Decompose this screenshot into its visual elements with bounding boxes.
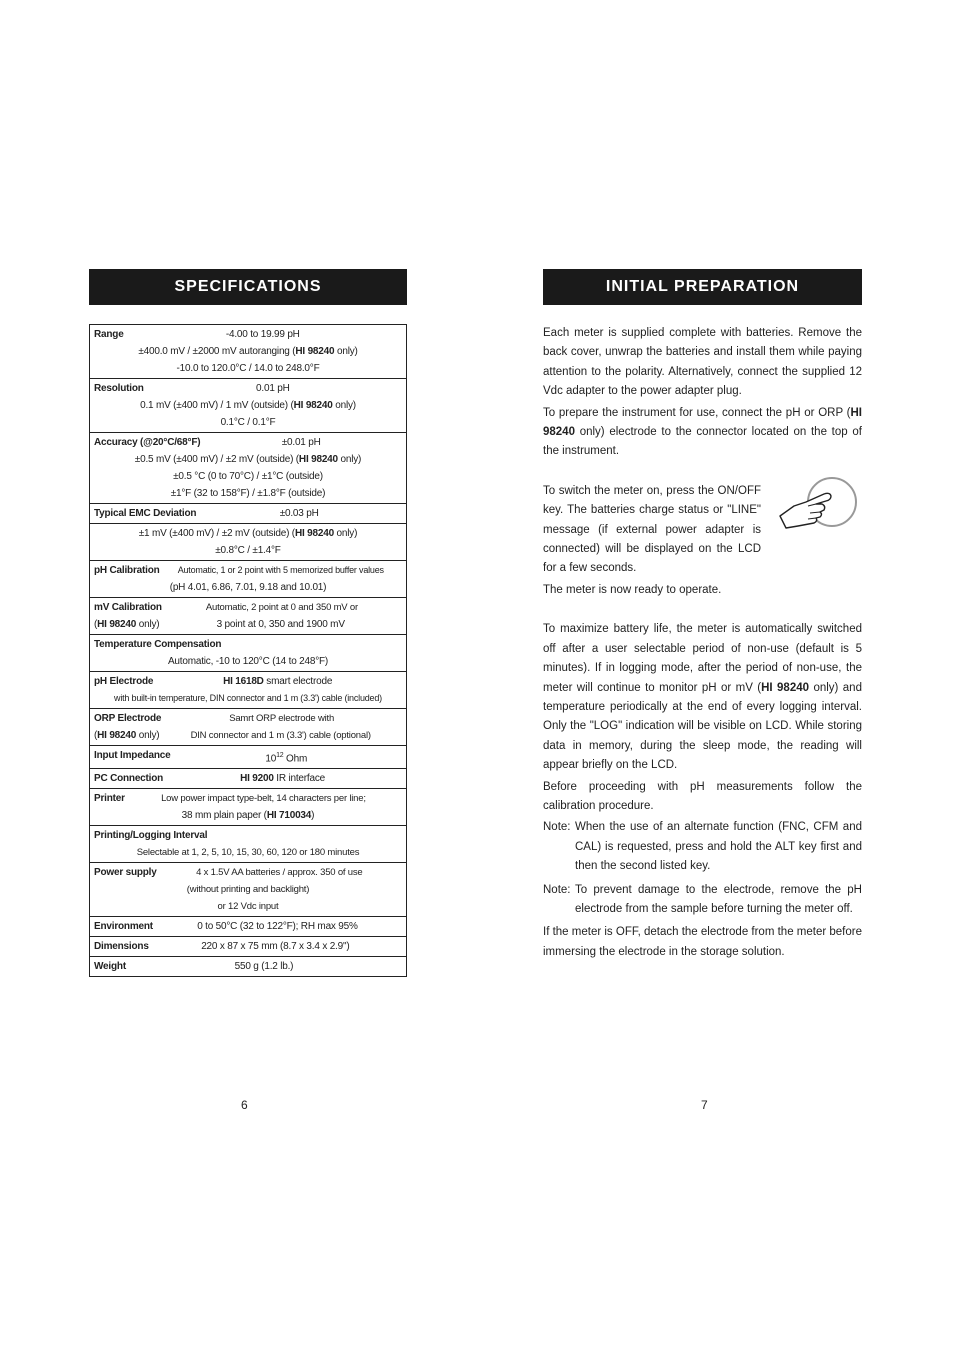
spec-row-logging-interval [90,826,407,863]
spec-label: pH Electrode [94,676,154,687]
spec-row-environment [90,917,407,937]
spec-value: ±400.0 mV / ±2000 mV autoranging (HI 98240 only) [138,346,358,357]
spec-value: 0.1 mV (±400 mV) / 1 mV (outside) (HI 98240 only) [140,400,356,411]
spec-label: Accuracy (@20°C/68°F) [94,437,201,448]
spec-row-temperature-compensation [90,635,407,672]
spec-value: ±1°F (32 to 158°F) / ±1.8°F (outside) [170,488,326,499]
spec-row-input-impedance [90,746,407,769]
spec-label: Typical EMC Deviation [94,508,197,519]
specifications-heading: SPECIFICATIONS [89,269,407,305]
spec-value: DIN connector and 1 m (3.3') cable (optional) [190,730,371,741]
spec-value: Automatic, 2 point at 0 and 350 mV or [205,602,358,613]
spec-value: with built-in temperature, DIN connector and 1 m (3.3') cable (included) [114,693,382,703]
spec-row-printer [90,789,407,826]
note-text: To prevent damage to the electrode, remove the pH electrode from the sample before turning the meter off. [575,883,862,915]
spec-row-range [90,325,407,379]
spec-value: (without printing and backlight) [186,884,310,896]
note-text: When the use of an alternate function (FNC, CFM and CAL) is requested, press and hold the ALT key first and then the second listed key. [575,821,862,873]
spec-label: Input Impedance [94,750,171,761]
spec-value: ±0.01 pH [281,437,321,448]
spec-value: 38 mm plain paper (HI 710034) [181,810,315,822]
spec-row-ph-electrode [90,672,407,709]
spec-row-resolution [90,379,407,433]
spec-label: pH Calibration [94,565,160,576]
spec-value: HI 9200 IR interface [240,773,325,785]
paragraph: To maximize battery life, the meter is automatically switched off after a user selectable period of non-use (default is 5 minutes). If in logging mode, after the period of non-use, the meter will continue to monitor pH or mV (HI 98240 only) and temperature periodically at the end of every logging interval. Only the "LOG" indication will be visible on LCD. While storing data in memory, during the sleep mode, the reading will appear briefly on the LCD. [543,623,862,772]
spec-value: HI 1618D smart electrode [223,676,333,687]
spec-row-dimensions [90,937,407,957]
spec-value: Samrt ORP electrode with [229,713,335,724]
spec-value: 0.01 pH [256,383,290,394]
spec-value: $10^{12}$ Ohm [265,752,308,765]
note-label: Note: [543,883,571,896]
spec-value: ±0.8°C / ±1.4°F [215,545,281,556]
spec-row-weight [90,957,407,977]
spec-label: (HI 98240 only) [94,619,160,630]
spec-label: Environment [94,921,153,933]
initial-preparation-heading: INITIAL PREPARATION [543,269,862,305]
spec-value: ±0.03 pH [279,508,319,519]
spec-value: ±1 mV (±400 mV) / ±2 mV (outside) (HI 98240 only) [138,528,358,539]
spec-label: Dimensions [94,941,149,953]
note-label: Note: [543,821,571,834]
spec-label: mV Calibration [94,602,162,613]
spec-value: 0 to 50°C (32 to 122°F); RH max 95% [197,921,358,933]
spec-label: ORP Electrode [94,713,162,724]
spec-label: Range [94,329,124,340]
spec-row-mv-calibration [90,598,407,635]
note-text: If the meter is OFF, detach the electrode from the meter before immersing the electrode in the storage solution. [543,926,862,958]
spec-value: ±0.5 mV (±400 mV) / ±2 mV (outside) (HI 98240 only) [134,454,362,465]
paragraph: To switch the meter on, press the ON/OFF key. The batteries charge status or "LINE" message (if external power adapter is connected) will be displayed on the LCD for a few seconds. [543,484,761,575]
spec-row-ph-calibration [90,561,407,598]
spec-label: (HI 98240 only) [94,730,160,741]
spec-value: ±0.5 °C (0 to 70°C) / ±1°C (outside) [173,471,323,482]
spec-value: -10.0 to 120.0°C / 14.0 to 248.0°F [176,363,320,374]
switch-on-block [543,482,862,579]
spec-value: Automatic, -10 to 120°C (14 to 248°F) [167,656,329,667]
spec-value: 4 x 1.5V AA batteries / approx. 350 of use [196,867,363,879]
spec-label: Temperature Compensation [94,639,222,650]
page-number: 6 [241,1098,248,1112]
paragraph: The meter is now ready to operate. [543,583,722,596]
spec-row-emc-cont [90,524,407,561]
paragraph: To prepare the instrument for use, connect the pH or ORP (HI 98240 only) electrode to the connector located on the top of the instrument. [543,406,862,458]
initial-preparation-body [543,324,862,964]
paragraph: Each meter is supplied complete with batteries. Remove the back cover, unwrap the batteries and install them while paying attention to the polarity. Alternatively, connect the supplied 12 Vdc adapter to the power adapter plug. [543,327,862,398]
spec-label: Power supply [94,867,157,879]
specifications-table [89,324,407,977]
spec-row-emc [90,504,407,524]
spec-value: Automatic, 1 or 2 point with 5 memorized buffer values [177,565,384,575]
spec-row-orp-electrode [90,709,407,746]
spec-value: Low power impact type-belt, 14 characters per line; [161,793,366,805]
spec-value: (pH 4.01, 6.86, 7.01, 9.18 and 10.01) [169,582,327,593]
spec-value: Selectable at 1, 2, 5, 10, 15, 30, 60, 120 or 180 minutes [136,847,360,859]
spec-label: PC Connection [94,773,164,785]
spec-label: Weight [94,961,126,973]
spec-row-pc-connection [90,769,407,789]
spec-label: Printer [94,793,125,805]
paragraph: Before proceeding with pH measurements follow the calibration procedure. [543,780,862,812]
note [543,818,862,876]
note [543,881,862,920]
spec-value: -4.00 to 19.99 pH [225,329,300,340]
spec-label: Printing/Logging Interval [94,830,208,842]
spec-label: Resolution [94,383,144,394]
hand-pressing-button-icon [776,476,862,536]
spec-value: 0.1°C / 0.1°F [220,417,276,428]
spec-value: 550 g (1.2 lb.) [234,961,294,973]
spec-value: 3 point at 0, 350 and 1900 mV [216,619,345,630]
spec-value: 220 x 87 x 75 mm (8.7 x 3.4 x 2.9") [201,941,350,953]
spec-row-accuracy [90,433,407,504]
spec-value: or 12 Vdc input [217,901,279,913]
page-number: 7 [701,1098,708,1112]
spec-row-power-supply [90,863,407,917]
